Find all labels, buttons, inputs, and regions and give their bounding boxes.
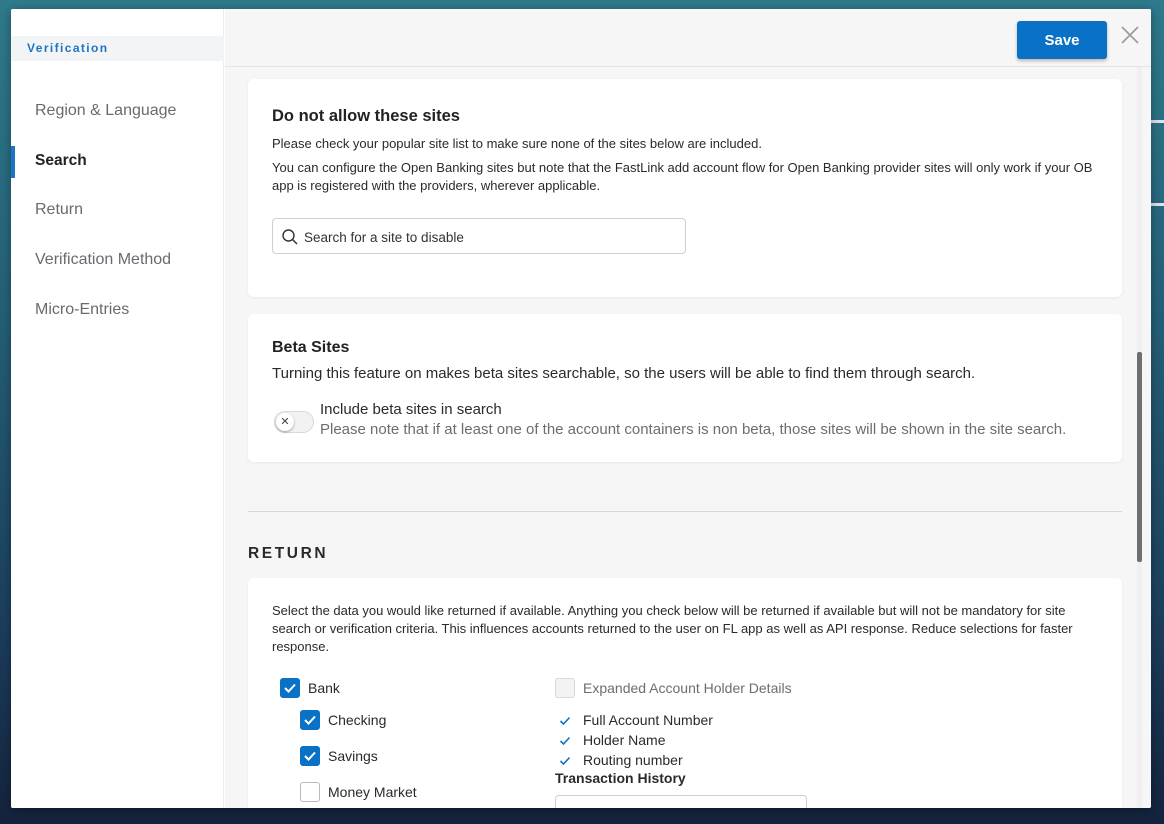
checking-checkbox[interactable] — [300, 710, 320, 730]
expanded-holder-details-label: Expanded Account Holder Details — [583, 680, 792, 696]
routing-number-label: Routing number — [583, 752, 683, 768]
section-divider — [248, 511, 1122, 512]
beta-sites-toggle-label: Include beta sites in search — [320, 401, 502, 418]
toggle-off-icon: ✕ — [276, 413, 294, 431]
sidebar-item-verification-method[interactable]: Verification Method — [35, 251, 172, 268]
background-divider — [1151, 203, 1164, 206]
sidebar-item-micro-entries[interactable]: Micro-Entries — [35, 301, 130, 318]
active-nav-indicator — [11, 146, 15, 178]
beta-sites-title: Beta Sites — [272, 339, 350, 356]
scrollbar-thumb[interactable] — [1137, 352, 1142, 562]
check-icon — [559, 754, 571, 766]
bank-checkbox[interactable] — [280, 678, 300, 698]
return-section-heading: RETURN — [248, 545, 329, 562]
sidebar-item-region-language[interactable]: Region & Language — [35, 102, 177, 119]
holder-name-label: Holder Name — [583, 732, 666, 748]
return-card — [248, 578, 1122, 808]
savings-checkbox[interactable] — [300, 746, 320, 766]
close-icon[interactable] — [1118, 23, 1142, 47]
savings-label: Savings — [328, 748, 378, 764]
sidebar-item-search[interactable]: Search — [35, 152, 87, 169]
background-divider — [1151, 120, 1164, 123]
main-content — [225, 9, 1151, 808]
site-search-input[interactable] — [304, 225, 674, 249]
sidebar — [11, 9, 224, 808]
beta-sites-toggle-note: Please note that if at least one of the account containers is non beta, those sites will be shown in the site search. — [320, 421, 1067, 438]
disallow-sites-title: Do not allow these sites — [272, 107, 460, 125]
beta-sites-card — [248, 314, 1122, 462]
expanded-holder-details-checkbox[interactable] — [555, 678, 575, 698]
return-desc: Select the data you would like returned if available. Anything you check below will be returned if available but will not be mandatory for site search or verification criteria. This influences accounts returned to the user on FL app as well as API response. Reduce selections for faster response. — [272, 603, 1073, 654]
save-button[interactable]: Save — [1017, 21, 1107, 59]
sidebar-title: Verification — [27, 41, 109, 55]
bank-label: Bank — [308, 680, 340, 696]
open-banking-note: You can configure the Open Banking sites but note that the FastLink add account flow for Open Banking provider sites will only work if your OB app is registered with the providers, wherever applicable. — [272, 160, 1093, 193]
full-account-number-label: Full Account Number — [583, 712, 713, 728]
checking-label: Checking — [328, 712, 387, 728]
check-icon — [559, 714, 571, 726]
beta-sites-toggle[interactable] — [274, 411, 314, 433]
check-icon — [559, 734, 571, 746]
disallow-sites-desc: Please check your popular site list to make sure none of the sites below are included. — [272, 136, 762, 151]
money-market-checkbox[interactable] — [300, 782, 320, 802]
money-market-label: Money Market — [328, 784, 417, 800]
transaction-history-label: Transaction History — [555, 770, 686, 786]
transaction-history-select[interactable] — [555, 795, 807, 808]
sidebar-header — [11, 36, 224, 61]
settings-modal — [11, 9, 1151, 808]
site-search-box[interactable] — [272, 218, 686, 254]
beta-sites-desc: Turning this feature on makes beta sites searchable, so the users will be able to find them through search. — [272, 365, 976, 382]
top-bar — [225, 9, 1151, 67]
search-icon — [281, 228, 299, 246]
disallow-sites-card — [248, 79, 1122, 297]
sidebar-item-return[interactable]: Return — [35, 201, 84, 218]
